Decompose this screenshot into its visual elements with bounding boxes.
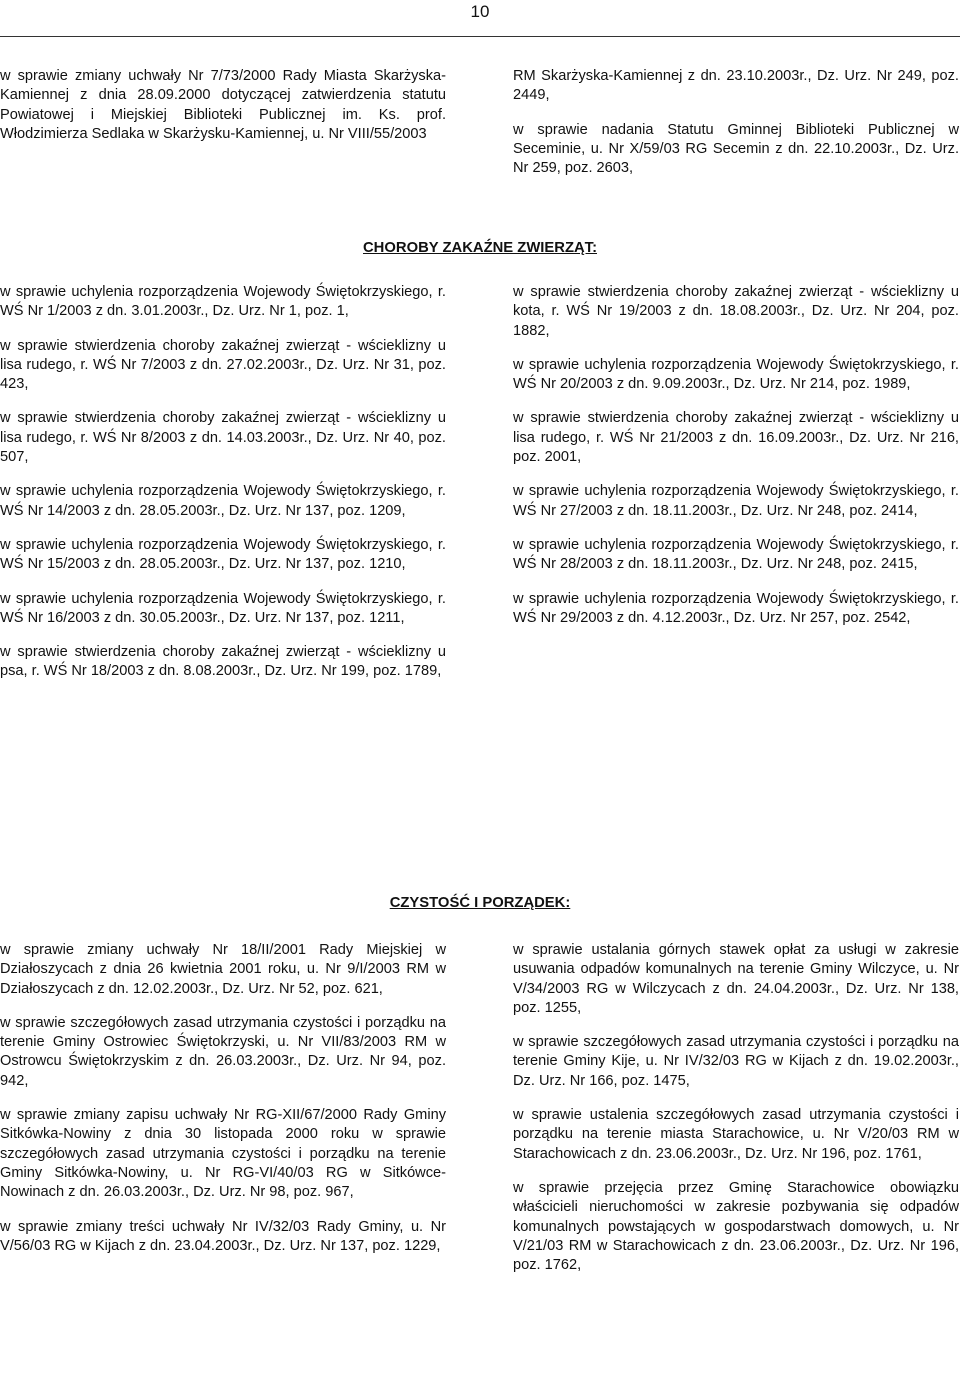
entry-paragraph: RM Skarżyska-Kamiennej z dn. 23.10.2003r., Dz. Urz. Nr 249, poz. 2449, [513,68,959,104]
entry-paragraph: w sprawie ustalania górnych stawek opłat za usługi w zakresie usuwania odpadów komunalnych na terenie Gminy Wilczyce, u. Nr V/34/2003 RG w Wilczycach z dn. 24.04.2003r., Dz. Urz. Nr 138, poz. 1255, [513,942,959,1016]
entry-paragraph: w sprawie przejęcia przez Gminę Starachowice obowiązku właścicieli nieruchomości w zakresie pozbywania się odpadów komunalnych powstających w gospodarstwach domowych, u. Nr V/21/03 RM w Starachowicach z dn. 23.06.2003r., Dz. Urz. Nr 196, poz. 1762, [513,1179,959,1274]
section1-right-column [513,283,959,643]
entry-paragraph: w sprawie stwierdzenia choroby zakaźnej zwierząt - wścieklizny u psa, r. WŚ Nr 18/2003 z dn. 8.08.2003r., Dz. Urz. Nr 199, poz. 1789, [0,644,446,680]
section2-right-column [513,941,959,1290]
entry-paragraph: w sprawie uchylenia rozporządzenia Wojewody Świętokrzyskiego, r. WŚ Nr 28/2003 z dn. 18.11.2003r., Dz. Urz. Nr 248, poz. 2415, [513,536,959,573]
entry-paragraph: w sprawie szczegółowych zasad utrzymania czystości i porządku na terenie Gminy Kije, u. Nr IV/32/03 RG w Kijach z dn. 19.02.2003r., Dz. Urz. Nr 166, poz. 1475, [513,1034,959,1089]
section-heading-cleanliness: CZYSTOŚĆ I PORZĄDEK: [389,895,571,911]
entry-paragraph: w sprawie uchylenia rozporządzenia Wojewody Świętokrzyskiego, r. WŚ Nr 20/2003 z dn. 9.09.2003r., Dz. Urz. Nr 214, poz. 1989, [513,356,959,393]
entry-paragraph: w sprawie uchylenia rozporządzenia Wojewody Świętokrzyskiego, r. WŚ Nr 14/2003 z dn. 28.05.2003r., Dz. Urz. Nr 137, poz. 1209, [0,483,446,519]
top-left-column [0,67,446,159]
top-right-column [513,67,959,193]
entry-paragraph: w sprawie zmiany treści uchwały Nr IV/32/03 Rady Gminy, u. Nr V/56/03 RG w Kijach z dn. 23.04.2003r., Dz. Urz. Nr 137, poz. 1229, [0,1218,446,1254]
entry-paragraph: w sprawie uchylenia rozporządzenia Wojewody Świętokrzyskiego, r. WŚ Nr 27/2003 z dn. 18.11.2003r., Dz. Urz. Nr 248, poz. 2414, [513,483,959,519]
section2-left-column [0,941,446,1271]
section1-left-column [0,283,446,697]
entry-paragraph: w sprawie uchylenia rozporządzenia Wojewody Świętokrzyskiego, r. WŚ Nr 1/2003 z dn. 3.01.2003r., Dz. Urz. Nr 1, poz. 1, [0,284,446,320]
entry-paragraph: w sprawie stwierdzenia choroby zakaźnej zwierząt - wścieklizny u lisa rudego, r. WŚ Nr 8/2003 z dn. 14.03.2003r., Dz. Urz. Nr 40, poz. 507, [0,410,446,466]
entry-paragraph: w sprawie zmiany uchwały Nr 18/II/2001 Rady Miejskiej w Działoszycach z dnia 26 kwietnia 2001 roku, u. Nr 9/I/2003 RM w Działoszycach z dn. 12.02.2003r., Dz. Urz. Nr 52, poz. 621, [0,942,446,997]
entry-paragraph: w sprawie stwierdzenia choroby zakaźnej zwierząt - wścieklizny u lisa rudego, r. WŚ Nr 7/2003 z dn. 27.02.2003r., Dz. Urz. Nr 31, poz. 423, [0,337,446,393]
entry-paragraph: w sprawie szczegółowych zasad utrzymania czystości i porządku na terenie Gminy Ostrowiec Świętokrzyski, u. Nr VII/83/2003 RM w Ostrowcu Świętokrzyskim z dn. 26.03.2003r., Dz. Urz. Nr 94, poz. 942, [0,1014,446,1089]
entry-paragraph: w sprawie ustalenia szczegółowych zasad utrzymania czystości i porządku na terenie miasta Starachowice, u. Nr V/20/03 RM w Starachowicach z dn. 23.06.2003r., Dz. Urz. Nr 196, poz. 1761, [513,1107,959,1162]
entry-paragraph: w sprawie stwierdzenia choroby zakaźnej zwierząt - wścieklizny u lisa rudego, r. WŚ Nr 21/2003 z dn. 16.09.2003r., Dz. Urz. Nr 216, poz. 2001, [513,410,959,466]
entry-paragraph: w sprawie zmiany zapisu uchwały Nr RG-XII/67/2000 Rady Gminy Sitkówka-Nowiny z dnia 30 listopada 2000 roku w sprawie szczegółowych zasad utrzymania czystości i porządku na terenie Gminy Sitkówka-Nowiny, u. Nr RG-VI/40/03 RG w Sitkówce-Nowinach z dn. 26.03.2003r., Dz. Urz. Nr 98, poz. 967, [0,1107,446,1201]
entry-paragraph: w sprawie stwierdzenia choroby zakaźnej zwierząt - wścieklizny u kota, r. WŚ Nr 19/2003 z dn. 18.08.2003r., Dz. Urz. Nr 204, poz. 1882, [513,284,959,339]
entry-paragraph: w sprawie zmiany uchwały Nr 7/73/2000 Rady Miasta Skarżyska-Kamiennej z dnia 28.09.2000 dotyczącej zatwierdzenia statutu Powiatowej i Miejskiej Biblioteki Publicznej im. Ks. prof. Włodzimierza Sedlaka w Skarżysku-Kamiennej, u. Nr VIII/55/2003 [0,68,446,142]
entry-paragraph: w sprawie uchylenia rozporządzenia Wojewody Świętokrzyskiego, r. WŚ Nr 16/2003 z dn. 30.05.2003r., Dz. Urz. Nr 137, poz. 1211, [0,590,446,626]
page-number: 10 [470,2,490,21]
entry-paragraph: w sprawie nadania Statutu Gminnej Biblioteki Publicznej w Seceminie, u. Nr X/59/03 RG Secemin z dn. 22.10.2003r., Dz. Urz. Nr 259, poz. 2603, [513,121,959,177]
entry-paragraph: w sprawie uchylenia rozporządzenia Wojewody Świętokrzyskiego, r. WŚ Nr 29/2003 z dn. 4.12.2003r., Dz. Urz. Nr 257, poz. 2542, [513,590,959,626]
entry-paragraph: w sprawie uchylenia rozporządzenia Wojewody Świętokrzyskiego, r. WŚ Nr 15/2003 z dn. 28.05.2003r., Dz. Urz. Nr 137, poz. 1210, [0,536,446,573]
header-rule [0,36,960,37]
section-heading-animal-diseases: CHOROBY ZAKAŹNE ZWIERZĄT: [363,240,597,256]
